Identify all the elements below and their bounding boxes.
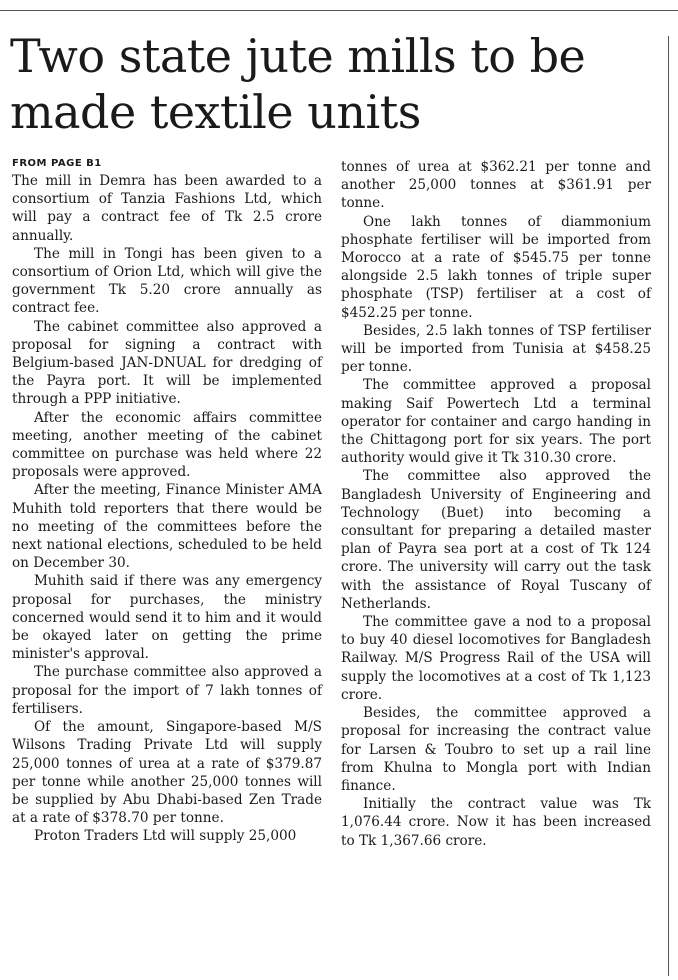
body-paragraph: After the meeting, Finance Minister AMA Muhith told reporters that there would be no meeting of the committees before the next national elections, scheduled to be held on December 30.: [12, 482, 322, 572]
article-column-left: [12, 156, 322, 846]
top-rule: [0, 10, 678, 11]
body-paragraph: The mill in Tongi has been given to a consortium of Orion Ltd, which will give the government Tk 5.20 crore annually as contract fee.: [12, 245, 322, 317]
article-column-right: [341, 158, 651, 850]
body-paragraph: Initially the contract value was Tk 1,076.44 crore. Now it has been increased to Tk 1,367.66 crore.: [341, 796, 651, 849]
body-paragraph: The committee approved a proposal making Saif Powertech Ltd a terminal operator for container and cargo handing in the Chittagong port for six years. The port authority would give it Tk 310.30 crore.: [341, 377, 651, 467]
article-kicker: FROM PAGE B1: [12, 158, 102, 169]
body-paragraph: The committee also approved the Bangladesh University of Engineering and Technology (Buet) into becoming a consultant for preparing a detailed master plan of Payra sea port at a cost of Tk 124 crore. The university will carry out the task with the assistance of Royal Tuscany of Netherlands.: [341, 468, 651, 612]
column-right-rule: [668, 36, 669, 976]
body-paragraph: The purchase committee also approved a proposal for the import of 7 lakh tonnes of fertilisers.: [12, 664, 322, 717]
body-paragraph: Besides, the committee approved a proposal for increasing the contract value for Larsen & Toubro to set up a rail line from Khulna to Mongla port with Indian finance.: [341, 705, 651, 794]
article-headline: Two state jute mills to be made textile units: [10, 29, 586, 139]
body-paragraph: Proton Traders Ltd will supply 25,000: [34, 828, 297, 845]
body-paragraph: Of the amount, Singapore-based M/S Wilsons Trading Private Ltd will supply 25,000 tonnes of urea at a rate of $379.87 per tonne while another 25,000 tonnes will be supplied by Abu Dhabi-based Zen Trade at a rate of $378.70 per tonne.: [12, 719, 322, 827]
body-paragraph: The mill in Demra has been awarded to a consortium of Tanzia Fashions Ltd, which will pay a contract fee of Tk 2.5 crore annually.: [12, 173, 322, 244]
body-paragraph: One lakh tonnes of diammonium phosphate fertiliser will be imported from Morocco at a rate of $545.75 per tonne alongside 2.5 lakh tonnes of triple super phosphate (TSP) fertiliser at a cost of $452.25 per tonne.: [341, 213, 651, 321]
body-paragraph: Besides, 2.5 lakh tonnes of TSP fertiliser will be imported from Tunisia at $458.25 per tonne.: [341, 322, 651, 376]
body-paragraph: The committee gave a nod to a proposal to buy 40 diesel locomotives for Bangladesh Railway. M/S Progress Rail of the USA will supply the locomotives at a cost of Tk 1,123 crore.: [341, 614, 651, 703]
body-paragraph: Muhith said if there was any emergency proposal for purchases, the ministry concerned would send it to him and it would be okayed later on getting the prime minister's approval.: [12, 573, 322, 663]
body-paragraph: After the economic affairs committee meeting, another meeting of the cabinet committee on purchase was held where 22 proposals were approved.: [12, 409, 322, 481]
body-paragraph: The cabinet committee also approved a proposal for signing a contract with Belgium-based JAN-DNUAL for dredging of the Payra port. It will be implemented through a PPP initiative.: [12, 318, 322, 408]
body-paragraph-continued: tonnes of urea at $362.21 per tonne and another 25,000 tonnes at $361.91 per tonne.: [341, 159, 651, 212]
